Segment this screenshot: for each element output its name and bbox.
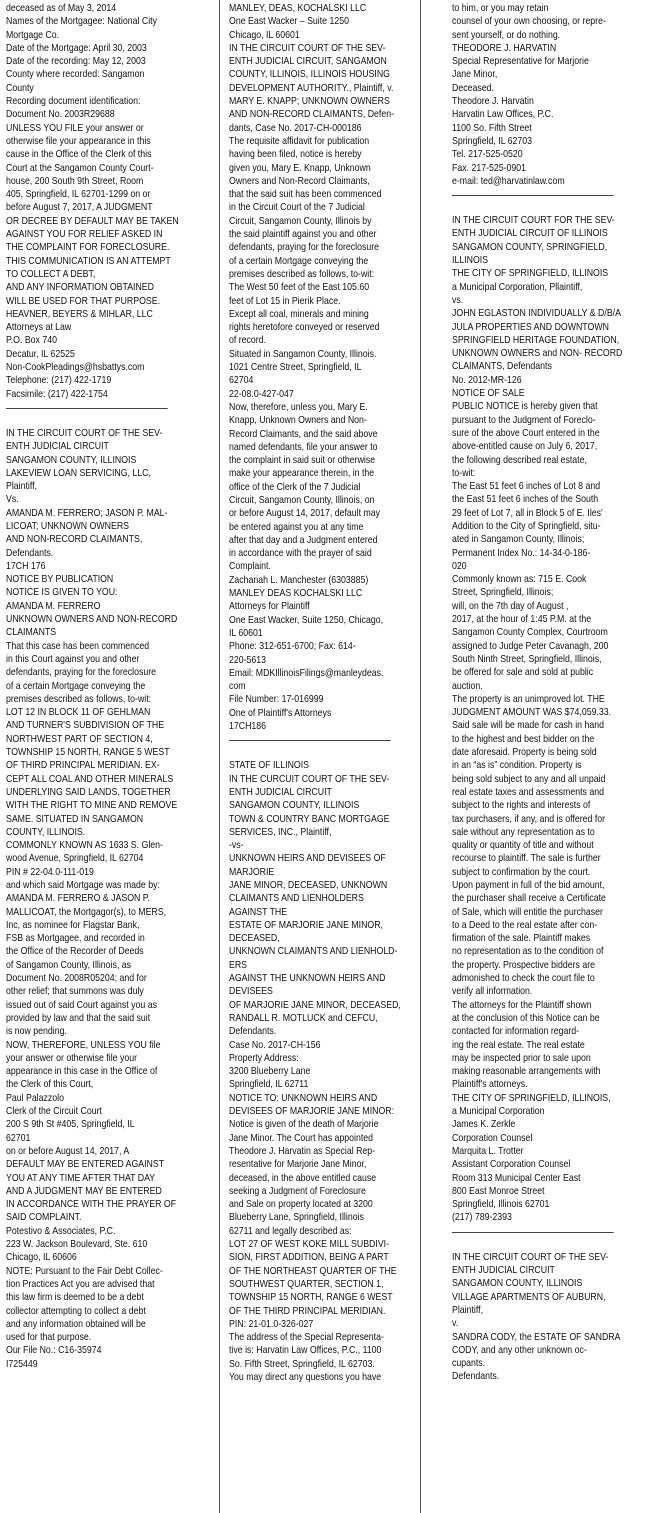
column-2 [229,2,420,1384]
notice-divider [452,1232,614,1233]
notice-town-country-minor: STATE OF ILLINOIS IN THE CURCUIT COURT OF THE SEV- ENTH JUDICIAL CIRCUIT SANGAMON COUNTY, ILLINOIS TOWN & COUNTRY BANC MORTGAGE SERVICES, INC., Plaintiff, -vs- UNKNOWN HEIRS AND DEVISEES OF MARJORIE JANE MINOR, DECEASED, UNKNOWN CLAIMANTS AND LIENHOLDERS AGAINST THE ESTATE OF MARJORIE JANE MINOR, DECEASED, UNKNOWN CLAIMANTS AND LIENHOLD- ERS AGAINST THE UNKNOWN HEIRS AND DEVISEES OF MARJORIE JANE MINOR, DECEASED, RANDALL R. MOTLUCK and CEFCU, Defendants. Case No. 2017-CH-156 Property Address: 3200 Blueberry Lane Springfield, IL 62711 NOTICE TO: UNKNOWN HEIRS AND DEVISEES OF MARJORIE JANE MINOR: Notice is given of the death of Marjorie Jane Minor. The Court has appointed Theodore J. Harvatin as Special Rep- resentative for Marjorie Jane Minor, deceased, in the above entitled cause seeking a Judgment of Foreclosure and Sale on property located at 3200 Blueberry Lane, Springfield, Illinois 62711 and legally described as: LOT 27 OF WEST KOKE MILL SUBDIVI- SION, FIRST ADDITION, BEING A PART OF THE NORTHEAST QUARTER OF THE SOUTHWEST QUARTER, SECTION 1, TOWNSHIP 15 NORTH, RANGE 6 WEST OF THE THIRD PRINCIPAL MERIDIAN. PIN: 21-01.0-326-027 The address of the Special Representa- tive is: Harvatin Law Offices, P.C., 1100 So. Fifth Street, Springfield, IL 62703. You may direct any questions you have [229,760,401,1383]
column-1 [6,2,200,1371]
notice-ihda-knapp: MANLEY, DEAS, KOCHALSKI LLC One East Wacker – Suite 1250 Chicago, IL 60601 IN THE CIRCUIT COURT OF THE SEV- ENTH JUDICIAL CIRCUIT, SANGAMON COUNTY, ILLINOIS, ILLINOIS HOUSING DEVELOPMENT AUTHORITY., Plaintiff, v. MARY E. KNAPP; UNKNOWN OWNERS AND NON-RECORD CLAIMANTS, Defen- dants, Case No. 2017-CH-000186 The requisite affidavit for publication having been filed, notice is hereby given you, Mary E. Knapp, Unknown Owners and Non-Record Claimants, that the said suit has been commenced in the Circuit Court of the 7 Judicial Circuit, Sangamon County, Illinois by the said plaintiff against you and other defendants, praying for the foreclosure of a certain Mortgage conveying the premises described as follows, to-wit: The West 50 feet of the East 105.60 feet of Lot 15 in Pierik Place. Except all coal, minerals and mining rights heretofore conveyed or reserved of record. Situated in Sangamon County, Illinois. 1021 Centre Street, Springfield, IL 62704 22-08.0-427-047 Now, therefore, unless you, Mary E. Knapp, Unknown Owners and Non- Record Claimants, and the said above named defendants, file your answer to the complaint in said suit or otherwise make your appearance therein, in the office of the Clerk of the 7 Judicial Circuit, Sangamon County, Illinois, on or before August 14, 2017, default may be entered against you at any time after that day and a Judgment entered in accordance with the prayer of said Complaint. Zachariah L. Manchester (6303885) MANLEY DEAS KOCHALSKI LLC Attorneys for Plaintiff One East Wacker, Suite 1250, Chicago, IL 60601 Phone: 312-651-6700; Fax: 614- 220-5613 Email: MDKIllinoisFilings@manleydeas. com File Number: 17-016999 One of Plaintiff's Attorneys 17CH186 [229,3,395,733]
notice-foreclosure-national-city-continued: deceased as of May 3, 2014 Names of the Mortgagee: National City Mortgage Co. Date of the Mortgage: April 30, 2003 Date of the recording: May 12, 2003 County where recorded: Sangamon County Recording document identification: Document No. 2003R29688 UNLESS YOU FILE your answer or otherwise file your appearance in this cause in the Office of the Clerk of this Court at the Sangamon County Court- house, 200 South 9th Street, Room 405, Springfield, IL 62701-1299 on or before August 7, 2017, A JUDGMENT OR DECREE BY DEFAULT MAY BE TAKEN AGAINST YOU FOR RELIEF ASKED IN THE COMPLAINT FOR FORECLOSURE. THIS COMMUNICATION IS AN ATTEMPT TO COLLECT A DEBT, AND ANY INFORMATION OBTAINED WILL BE USED FOR THAT PURPOSE. HEAVNER, BEYERS & MIHLAR, LLC Attorneys at Law P.O. Box 740 Decatur, IL 62525 Non-CookPleadings@hsbattys.com Telephone: (217) 422-1719 Facsimile: (217) 422-1754 [6,3,179,400]
notice-divider [229,740,391,741]
notice-city-of-springfield-sale: IN THE CIRCUIT COURT FOR THE SEV- ENTH JUDICIAL CIRCUIT OF ILLINOIS SANGAMON COUNTY, SPRINGFIELD, ILLINOIS THE CITY OF SPRINGFIELD, ILLINOIS a Municipal Corporation, Pllaintiff, vs. JOHN EGLASTON INDIVIDUALLY & D/B/A JULA PROPERTIES AND DOWNTOWN SPRINGFIELD HERITAGE FOUNDATION, UNKNOWN OWNERS and NON- RECORD CLAIMANTS, Defendants No. 2012-MR-126 NOTICE OF SALE PUBLIC NOTICE is hereby given that pursuant to the Judgment of Foreclo- sure of the above Court entered in the above-entitled cause on July 6, 2017, the following described real estate, to-wit: The East 51 feet 6 inches of Lot 8 and the East 51 feet 6 inches of the South 29 feet of Lot 7, all in Block 5 of E. Iles' Addition to the City of Springfield, situ- ated in Sangamon County, Illinois; Permanent Index No.: 14-34-0-186- 020 Commonly known as: 715 E. Cook Street, Springfield, Illinois; will, on the 7th day of August , 2017, at the hour of 1:45 P.M. at the Sangamon County Complex, Courtroom assigned to Judge Peter Cavanagh, 200 South Ninth Street, Springfield, Illinois, be offered for sale and sold at public auction. The property is an unimproved lot. THE JUDGMENT AMOUNT WAS $74,059.33. Said sale will be made for cash in hand to the highest and best bidder on the date aforesaid. Property is being sold in an “as is” condition. Property is being sold subject to any and all unpaid real estate taxes and assessments and subject to the rights and interests of tax purchasers, if any, and is offered for sale without any representation as to quality or quantity of title and without recourse to plaintiff. The sale is further subject to confirmation by the court. Upon payment in full of the bid amount, the purchaser shall receive a Certificate of Sale, which will entitle the purchaser to a Deed to the real estate after con- firmation of the sale. Plaintiff makes no representation as to the condition of the property. Prospective bidders are admonished to check the court file to verify all information. The attorneys for the Plaintiff shown at the conclusion of this Notice can be contacted for information regard- ing the real estate. The real estate may be inspected prior to sale upon making reasonable arrangements with Plaintiff's attorneys. THE CITY OF SPRINGFIELD, ILLINOIS, a Municipal Corporation James K. Zerkle Corporation Counsel Marquita L. Trotter Assistant Corporation Counsel Room 313 Municipal Center East 800 East Monroe Street Springfield, Illinois 62701 (217) 789-2393 [452,215,623,1224]
column-divider-1 [219,0,220,1513]
notice-divider [6,408,168,409]
notice-lakeview-loan-servicing: IN THE CIRCUIT COURT OF THE SEV- ENTH JUDICIAL CIRCUIT SANGAMON COUNTY, ILLINOIS LAKEVIEW LOAN SERVICING, LLC, Plaintiff, Vs. AMANDA M. FERRERO; JASON P. MAL- LICOAT; UNKNOWN OWNERS AND NON-RECORD CLAIMANTS, Defendants. 17CH 176 NOTICE BY PUBLICATION NOTICE IS GIVEN TO YOU: AMANDA M. FERRERO UNKNOWN OWNERS AND NON-RECORD CLAIMANTS That this case has been commenced in this Court against you and other defendants, praying for the foreclosure of a certain Mortgage conveying the premises described as follows, to-wit: LOT 12 IN BLOCK 11 OF GEHLMAN AND TURNER'S SUBDIVISION OF THE NORTHWEST PART OF SECTION 4, TOWNSHIP 15 NORTH, RANGE 5 WEST OF THIRD PRINCIPAL MERIDIAN. EX- CEPT ALL COAL AND OTHER MINERALS UNDERLYING SAID LANDS, TOGETHER WITH THE RIGHT TO MINE AND REMOVE SAME. SITUATED IN SANGAMON COUNTY, ILLINOIS. COMMONLY KNOWN AS 1633 S. Glen- wood Avenue, Springfield, IL 62704 PIN # 22-04.0-111-019 and which said Mortgage was made by: AMANDA M. FERRERO & JASON P. MALLICOAT, the Mortgagor(s), to MERS, Inc, as nominee for Flagstar Bank, FSB as Mortgagee, and recorded in the Office of the Recorder of Deeds of Sangamon County, Illinois, as Document No. 2008R05204; and for other relief; that summons was duly issued out of said Court against you as provided by law and that the said suit is now pending. NOW, THEREFORE, UNLESS YOU file your answer or otherwise file your appearance in this case in the Office of the Clerk of this Court, Paul Palazzolo Clerk of the Circuit Court 200 S 9th St #405, Springfield, IL 62701 on or before August 14, 2017, A DEFAULT MAY BE ENTERED AGAINST YOU AT ANY TIME AFTER THAT DAY AND A JUDGMENT MAY BE ENTERED IN ACCORDANCE WITH THE PRAYER OF SAID COMPLAINT. Potestivo & Associates, P.C. 223 W. Jackson Boulevard, Ste. 610 Chicago, IL 60606 NOTE: Pursuant to the Fair Debt Collec- tion Practices Act you are advised that this law firm is deemed to be a debt collector attempting to collect a debt and any information obtained will be used for that purpose. Our File No.: C16-35974 I725449 [6,427,178,1370]
notice-village-apartments-auburn: IN THE CIRCUIT COURT OF THE SEV- ENTH JUDICIAL CIRCUIT SANGAMON COUNTY, ILLINOIS VILLAGE APARTMENTS OF AUBURN, Plaintiff, v. SANDRA CODY, the ESTATE OF SANDRA CODY, and any other unknown oc- cupants. Defendants. [452,1251,621,1383]
notice-minor-continued: to him, or you may retain counsel of your own choosing, or repre- sent yourself, or do nothing. THEODORE J. HARVATIN Special Representative for Marjorie Jane Minor, Deceased. Theodore J. Harvatin Harvatin Law Offices, P.C. 1100 So. Fifth Street Springfield, IL 62703 Tel. 217-525-0520 Fax. 217-525-0901 e-mail: ted@harvatinlaw.com [452,3,606,187]
column-divider-2 [420,0,421,1513]
column-3 [452,2,646,1384]
notice-divider [452,195,614,196]
